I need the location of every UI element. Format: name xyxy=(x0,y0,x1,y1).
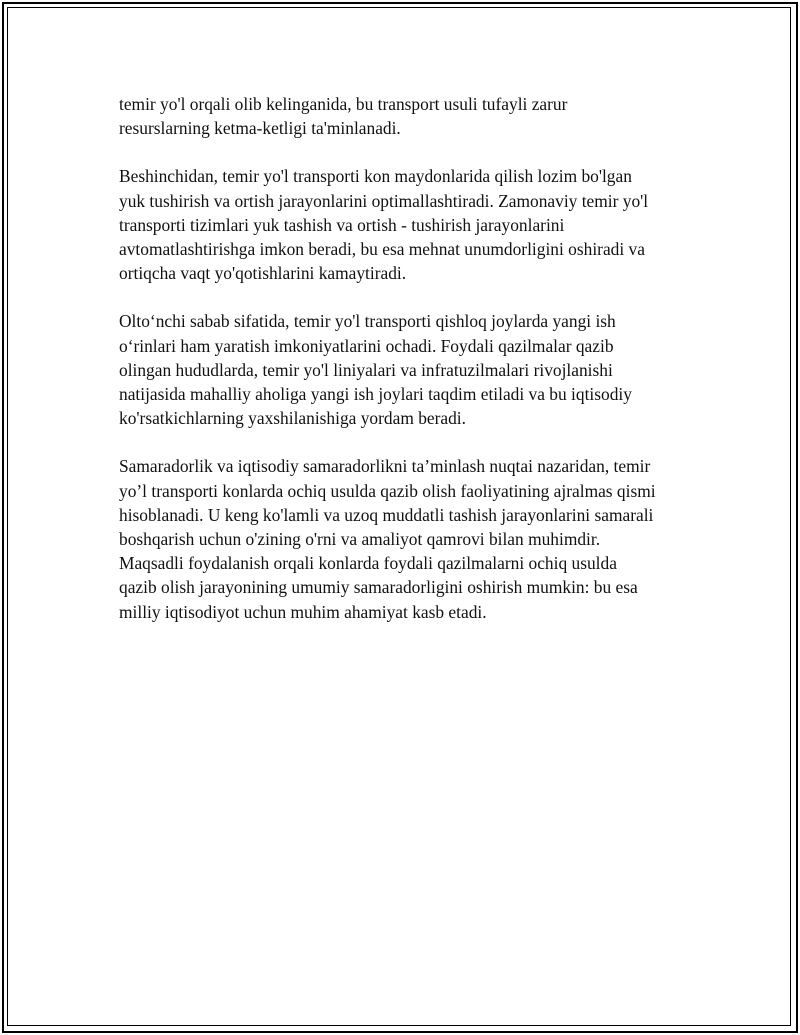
text-line: Beshinchidan, temir yo'l transporti kon maydonlarida qilish lozim bo'lgan xyxy=(119,166,632,187)
text-line: hisoblanadi. U keng ko'lamli va uzoq muddatli tashish jarayonlarini samarali xyxy=(119,504,654,525)
text-line: Samaradorlik va iqtisodiy samaradorlikni ta’minlash nuqtai nazaridan, temir xyxy=(119,456,651,477)
text-line: olingan hududlarda, temir yo'l liniyalari va infratuzilmalari rivojlanishi xyxy=(119,359,613,380)
text-line: yuk tushirish va ortish jarayonlarini optimallashtiradi. Zamonaviy temir yo'l xyxy=(119,190,649,211)
text-line: o‘rinlari ham yaratish imkoniyatlarini ochadi. Foydali qazilmalar qazib xyxy=(119,335,614,356)
paragraph-3 xyxy=(119,309,709,430)
paragraph-4 xyxy=(119,454,709,623)
paragraph-2 xyxy=(119,164,709,285)
text-line: milliy iqtisodiyot uchun muhim ahamiyat kasb etadi. xyxy=(119,601,487,622)
document-body xyxy=(119,92,709,648)
text-line: transporti tizimlari yuk tashish va ortish - tushirish jarayonlarini xyxy=(119,214,565,235)
text-line: ko'rsatkichlarning yaxshilanishiga yordam beradi. xyxy=(119,408,466,429)
text-line: qazib olish jarayonining umumiy samaradorligini oshirish mumkin: bu esa xyxy=(119,577,638,598)
text-line: ortiqcha vaqt yo'qotishlarini kamaytiradi. xyxy=(119,263,407,284)
text-line: yo’l transporti konlarda ochiq usulda qazib olish faoliyatining ajralmas qismi xyxy=(119,480,656,501)
text-line: avtomatlashtirishga imkon beradi, bu esa mehnat unumdorligini oshiradi va xyxy=(119,239,645,260)
text-line: resurslarning ketma-ketligi ta'minlanadi. xyxy=(119,118,401,139)
text-line: boshqarish uchun o'zining o'rni va amaliyot qamrovi bilan muhimdir. xyxy=(119,529,601,550)
text-line: temir yo'l orqali olib kelinganida, bu transport usuli tufayli zarur xyxy=(119,94,568,114)
text-line: Olto‘nchi sabab sifatida, temir yo'l transporti qishloq joylarda yangi ish xyxy=(119,311,616,332)
paragraph-1 xyxy=(119,92,709,140)
text-line: Maqsadli foydalanish orqali konlarda foydali qazilmalarni ochiq usulda xyxy=(119,553,617,574)
text-line: natijasida mahalliy aholiga yangi ish joylari taqdim etiladi va bu iqtisodiy xyxy=(119,384,632,405)
